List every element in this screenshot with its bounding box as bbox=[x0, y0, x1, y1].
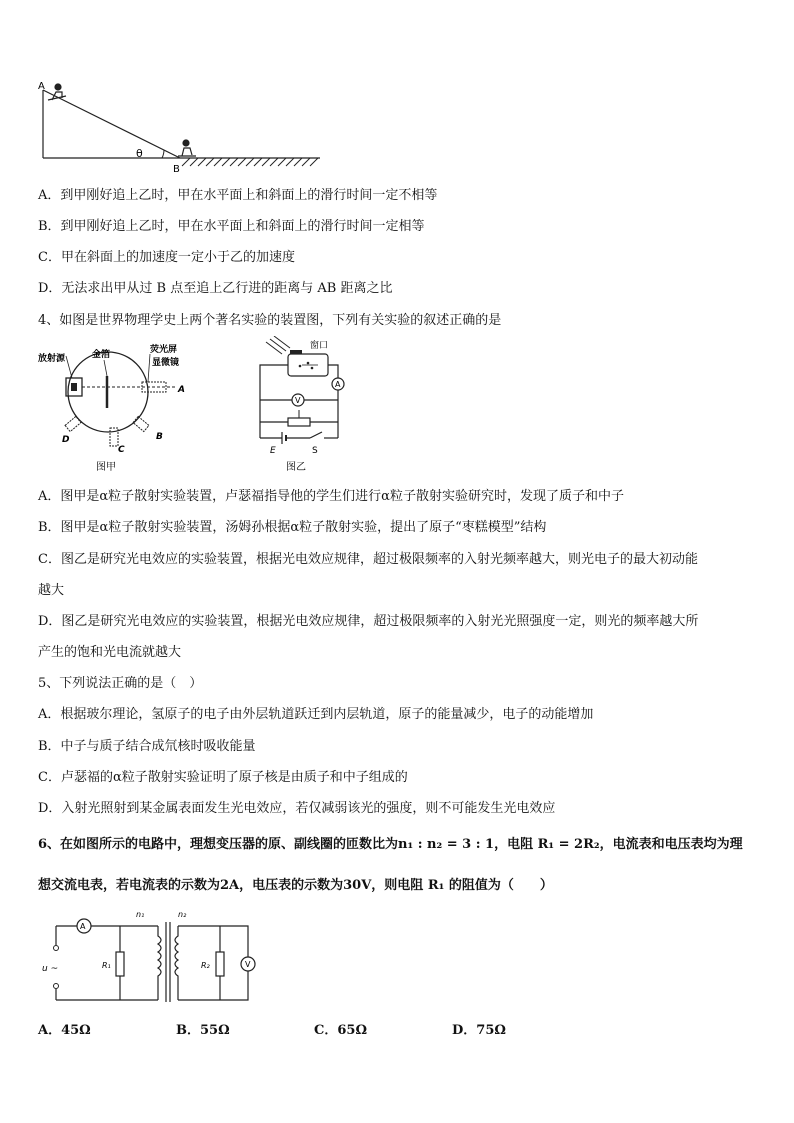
electrons bbox=[299, 362, 314, 370]
q4-option-a: A．图甲是α粒子散射实验装置，卢瑟福指导他的学生们进行α粒子散射实验研究时，发现了质子和中子 bbox=[38, 489, 624, 504]
q6-option-d: D．75Ω bbox=[452, 1023, 506, 1038]
voltmeter-label: V bbox=[245, 960, 251, 969]
q4-option-c-line1: C．图乙是研究光电效应的实验装置，根据光电效应规律，超过极限频率的入射光频率越大，则光电子的最大初动能 bbox=[38, 552, 698, 567]
q3-option-b: B．到甲刚好追上乙时，甲在水平面上和斜面上的滑行时间一定相等 bbox=[38, 219, 425, 234]
q4-option-b: B．图甲是α粒子散射实验装置，汤姆孙根据α粒子散射实验，提出了原子“枣糕模型”结构 bbox=[38, 520, 547, 535]
window-label: 窗口 bbox=[310, 341, 329, 351]
fig-jia-caption: 图甲 bbox=[96, 462, 116, 473]
fig-yi-caption: 图乙 bbox=[286, 462, 306, 473]
q5-stem: 5、下列说法正确的是（ ） bbox=[38, 676, 203, 691]
n2-label: n₂ bbox=[178, 910, 187, 919]
source-label-leader bbox=[66, 356, 72, 378]
alpha-scattering-figure bbox=[36, 340, 216, 475]
q6-option-b: B．55Ω bbox=[176, 1023, 230, 1038]
sled-b-icon bbox=[178, 140, 196, 156]
rheostat bbox=[288, 418, 310, 426]
source-core bbox=[71, 383, 77, 391]
r2-label: R₂ bbox=[201, 961, 210, 970]
r1-label: R₁ bbox=[102, 961, 111, 970]
q4-stem: 4、如图是世界物理学史上两个著名实验的装置图，下列有关实验的叙述正确的是 bbox=[38, 313, 502, 328]
source-label: 放射源 bbox=[38, 354, 66, 364]
secondary-coil bbox=[175, 926, 178, 1000]
point-c-label: C bbox=[118, 445, 125, 455]
ammeter-label: A bbox=[335, 380, 341, 389]
point-a-label: A bbox=[178, 385, 185, 395]
primary-coil bbox=[158, 926, 161, 1000]
q4-option-c-line2: 越大 bbox=[38, 583, 65, 598]
resistor-r2 bbox=[216, 952, 224, 976]
q6-option-a: A．45Ω bbox=[38, 1023, 91, 1038]
q5-option-a: A．根据玻尔理论，氢原子的电子由外层轨道跃迁到内层轨道，原子的能量减少，电子的动能增加 bbox=[38, 707, 594, 722]
q5-option-c: C．卢瑟福的α粒子散射实验证明了原子核是由质子和中子组成的 bbox=[38, 770, 408, 785]
source-terminal-bottom bbox=[54, 984, 59, 989]
foil-label-leader bbox=[104, 360, 107, 376]
photoelectric-figure bbox=[252, 336, 362, 476]
q4-option-d-line2: 产生的饱和光电流就越大 bbox=[38, 645, 182, 660]
transformer-circuit-figure bbox=[40, 908, 270, 1008]
point-b-label: B bbox=[156, 432, 163, 442]
point-d-label: D bbox=[62, 435, 70, 445]
switch-label: S bbox=[312, 446, 318, 456]
battery-label: E bbox=[270, 446, 276, 456]
q5-option-b: B．中子与质子结合成氘核时吸收能量 bbox=[38, 739, 256, 754]
incline-label-b: B bbox=[173, 164, 180, 175]
secondary-top-wire bbox=[178, 926, 248, 1000]
circuit-top-left bbox=[260, 365, 288, 438]
sled-a-icon bbox=[48, 84, 66, 100]
incline-label-a: A bbox=[38, 81, 45, 92]
incline-label-theta: θ bbox=[136, 147, 143, 160]
q6-stem-line2: 想交流电表，若电流表的示数为2A，电压表的示数为30V，则电阻 R₁ 的阻值为（ ） bbox=[38, 878, 553, 893]
theta-arc bbox=[162, 150, 164, 158]
q6-option-c: C．65Ω bbox=[314, 1023, 368, 1038]
foil-label: 金箔 bbox=[92, 350, 111, 360]
q4-option-d-line1: D．图乙是研究光电效应的实验装置，根据光电效应规律，超过极限频率的入射光光照强度一定，则光的频率越大所 bbox=[38, 614, 699, 629]
light-rays bbox=[266, 336, 290, 354]
q6-stem-line1: 6、在如图所示的电路中，理想变压器的原、副线圈的匝数比为n₁ : n₂ = 3 : 1，电阻 R₁ = 2R₂，电流表和电压表均为理 bbox=[38, 837, 743, 852]
microscope-b bbox=[133, 416, 149, 431]
q3-option-c: C．甲在斜面上的加速度一定小于乙的加速度 bbox=[38, 250, 295, 265]
q3-option-d: D．无法求出甲从过 B 点至追上乙行进的距离与 AB 距离之比 bbox=[38, 281, 393, 296]
window bbox=[290, 350, 302, 354]
source-label: u ~ bbox=[42, 964, 59, 974]
voltmeter-label: V bbox=[295, 396, 301, 405]
switch-lever bbox=[310, 432, 322, 438]
q3-option-a: A．到甲刚好追上乙时，甲在水平面上和斜面上的滑行时间一定不相等 bbox=[38, 188, 438, 203]
n1-label: n₁ bbox=[136, 910, 145, 919]
resistor-r1 bbox=[116, 952, 124, 976]
incline-figure bbox=[30, 78, 330, 178]
source-terminal-top bbox=[54, 946, 59, 951]
screen-label-leader bbox=[148, 354, 150, 382]
circuit-top-right bbox=[328, 365, 338, 438]
microscope-label: 显微镜 bbox=[152, 358, 180, 368]
q5-option-d: D．入射光照射到某金属表面发生光电效应，若仅减弱该光的强度，则不可能发生光电效应 bbox=[38, 801, 556, 816]
screen-label: 荧光屏 bbox=[150, 345, 178, 355]
incline-slope bbox=[43, 90, 180, 158]
ammeter-label: A bbox=[80, 922, 86, 931]
ground-hatching bbox=[182, 158, 318, 166]
